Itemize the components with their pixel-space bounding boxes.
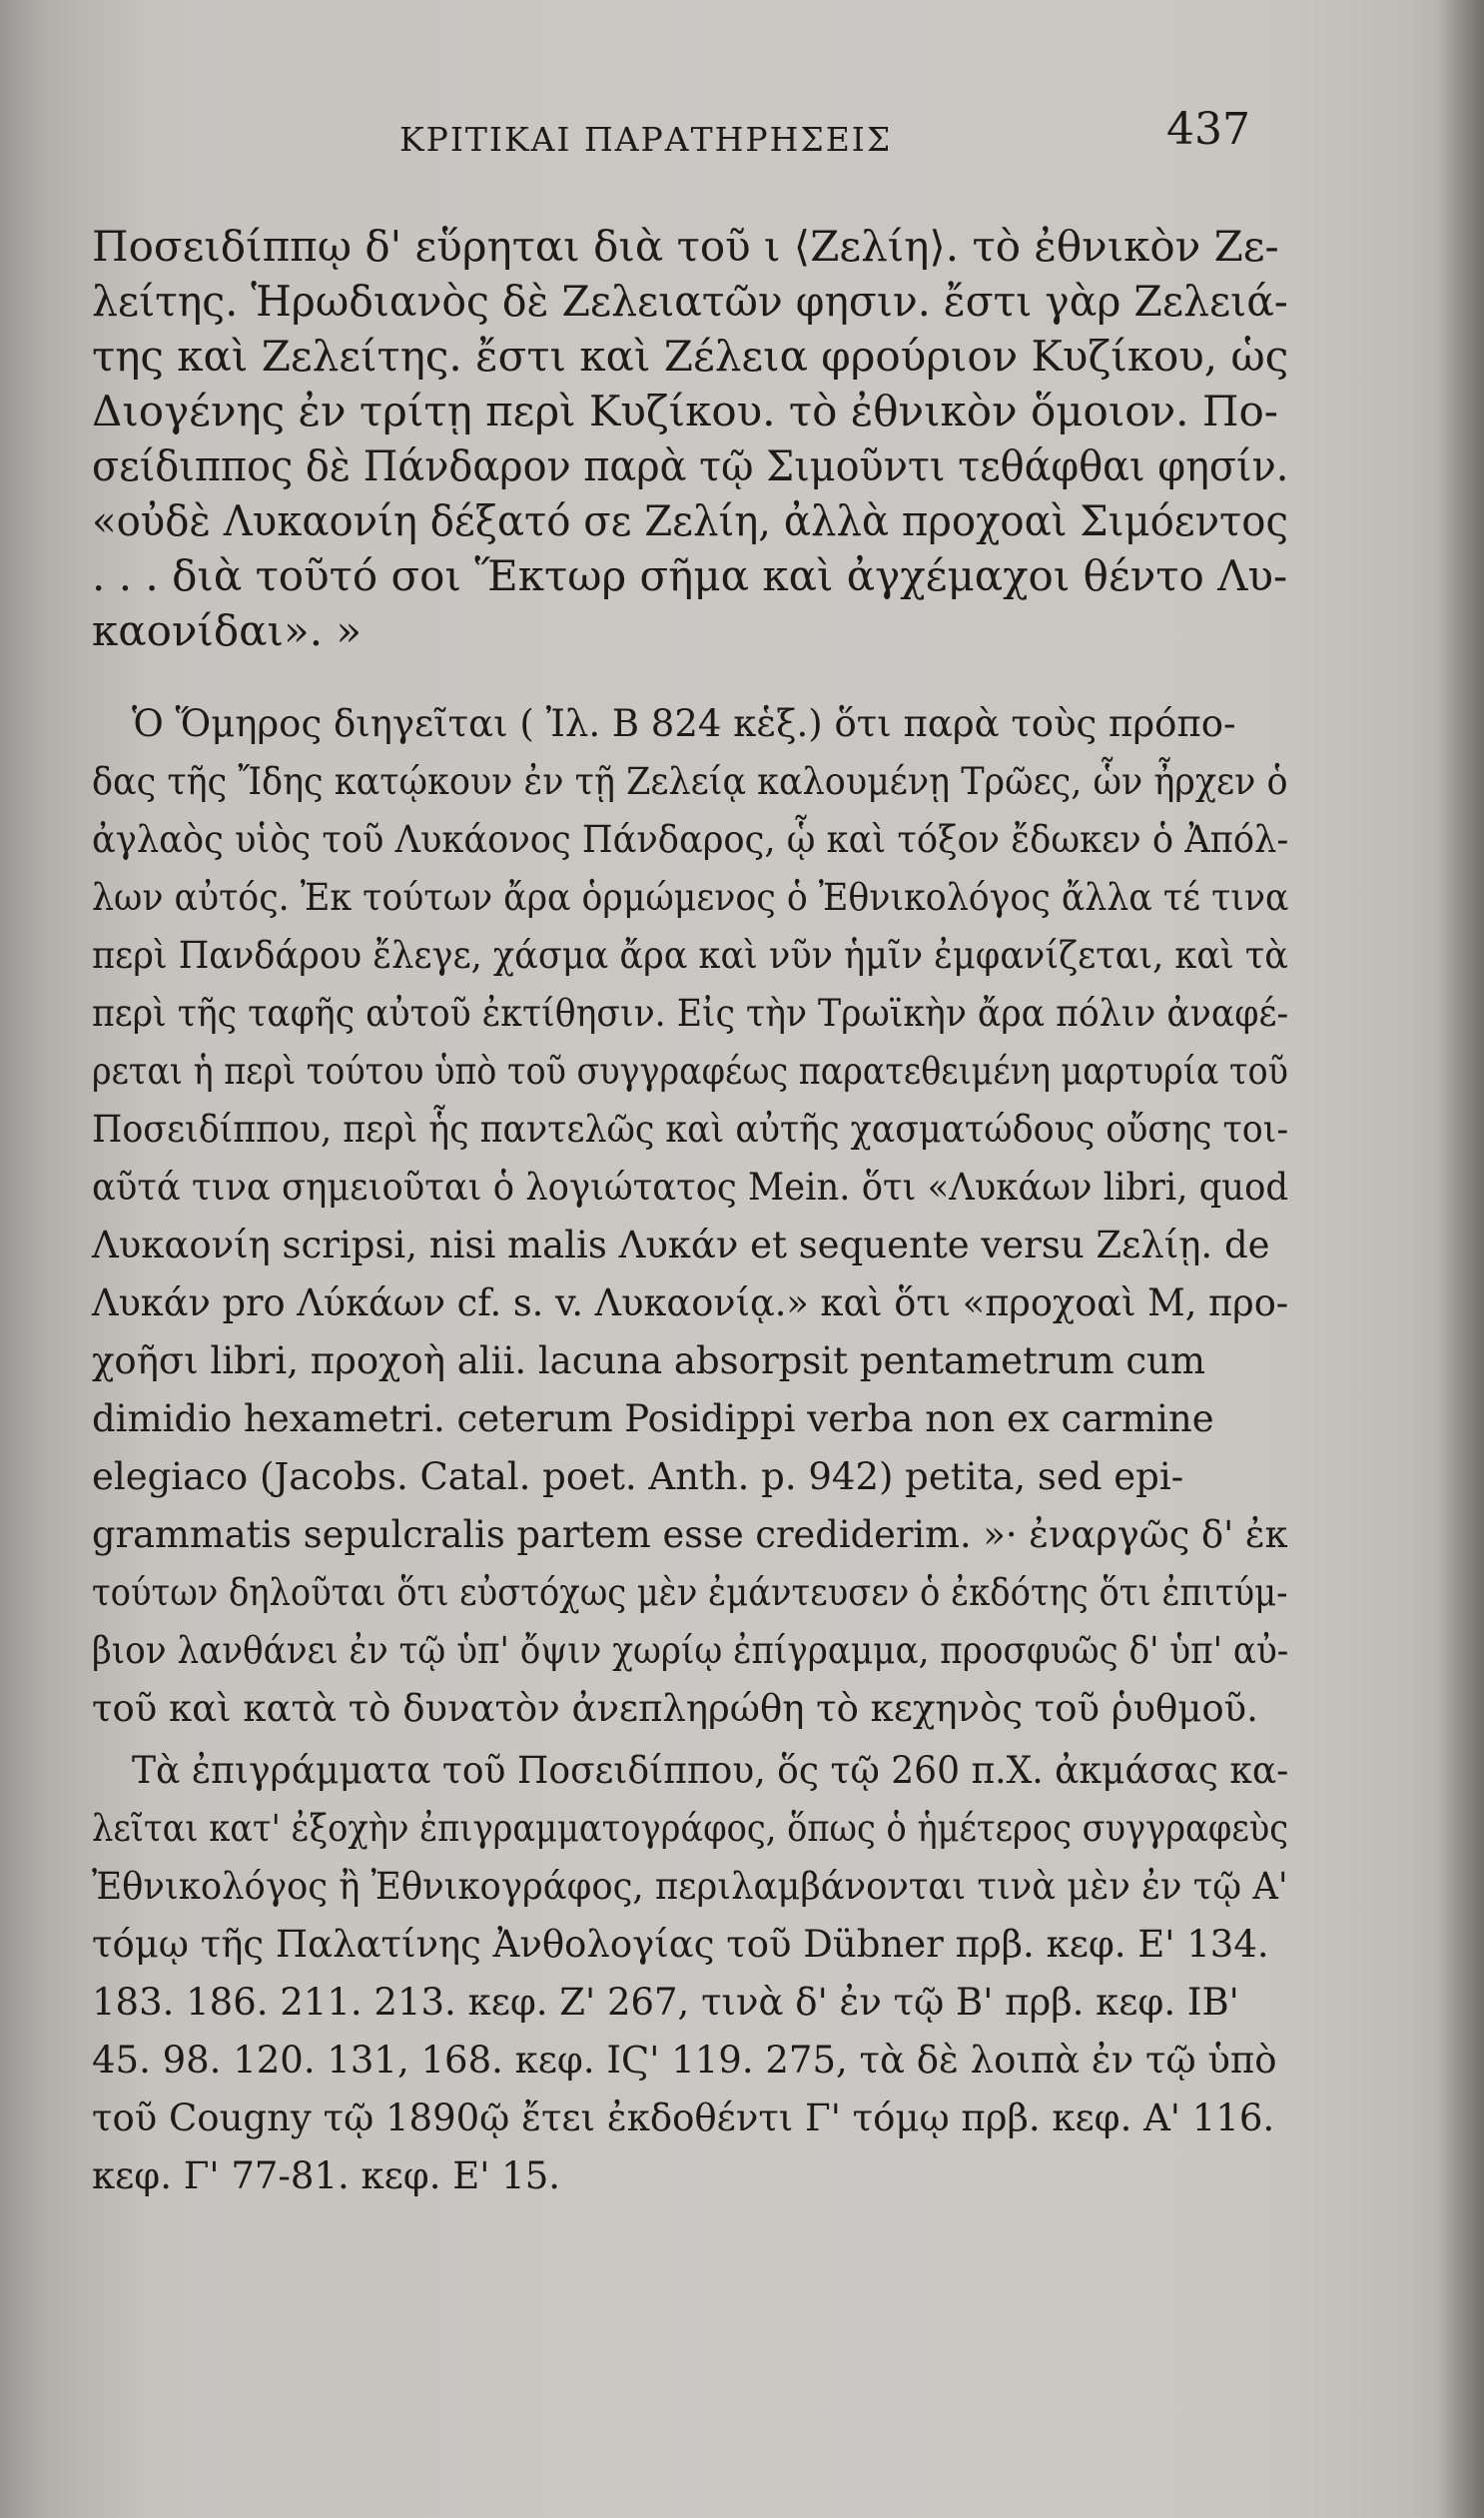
text-line: 45. 98. 120. 131, 168. κεφ. ΙϚ' 119. 275, τὰ δὲ λοιπὰ ἐν τῷ ὑπὸ: [92, 2039, 1277, 2082]
page-number: 437: [1166, 104, 1250, 155]
text-line: Λυκάν pro Λύκάων cf. s. v. Λυκαονίᾳ.» καὶ ὅτι «προχοαὶ M, προ-: [92, 1281, 1289, 1324]
text-line: περὶ Πανδάρου ἔλεγε, χάσμα ἄρα καὶ νῦν ἡμῖν ἐμφανίζεται, καὶ τὰ: [92, 934, 1288, 977]
text-line: Λυκαονίη scripsi, nisi malis Λυκάν et sequente versu Ζελίῃ. de: [92, 1224, 1270, 1266]
text-line: «οὐδὲ Λυκαονίη δέξατό σε Ζελίη, ἀλλὰ προχοαὶ Σιμόεντος: [92, 496, 1288, 545]
text-line: Ποσειδίππῳ δ' εὕρηται διὰ τοῦ ι ⟨Ζελίη⟩. τὸ ἐθνικὸν Ζε-: [92, 222, 1279, 271]
text-line: Διογένης ἐν τρίτῃ περὶ Κυζίκου. τὸ ἐθνικὸν ὅμοιον. Πο-: [92, 387, 1278, 435]
text-line: κεφ. Γ' 77-81. κεφ. Ε' 15.: [92, 2154, 561, 2197]
text-line: Ὁ Ὅμηρος διηγεῖται ( Ἰλ. Β 824 κἑξ.) ὅτι παρὰ τοὺς πρόπο-: [132, 702, 1236, 745]
text-line: elegiaco (Jacobs. Catal. poet. Anth. p. 942) petita, sed epi-: [92, 1455, 1184, 1498]
text-line: Τὰ ἐπιγράμματα τοῦ Ποσειδίππου, ὅς τῷ 260 π.Χ. ἀκμάσας κα-: [132, 1749, 1289, 1792]
text-line: dimidio hexametri. ceterum Posidippi verba non ex carmine: [92, 1397, 1214, 1440]
text-line: αῦτά τινα σημειοῦται ὁ λογιώτατος Mein. ὅτι «Λυκάων libri, quod: [92, 1166, 1288, 1209]
text-line: δας τῆς Ἴδης κατῴκουν ἐν τῇ Ζελείᾳ καλουμένῃ Τρῶες, ὧν ἦρχεν ὁ: [92, 760, 1288, 803]
text-line: τούτων δηλοῦται ὅτι εὐστόχως μὲν ἐμάντευσεν ὁ ἐκδότης ὅτι ἐπιτύμ-: [92, 1571, 1288, 1614]
text-line: Ποσειδίππου, περὶ ἧς παντελῶς καὶ αὐτῆς χασματώδους οὔσης τοι-: [92, 1108, 1289, 1151]
text-line: καονίδαι». »: [92, 606, 363, 655]
text-line: της καὶ Ζελείτης. ἔστι καὶ Ζέλεια φρούριον Κυζίκου, ὡς: [92, 332, 1289, 381]
text-line: σείδιππος δὲ Πάνδαρον παρὰ τῷ Σιμοῦντι τεθάφθαι φησίν.: [92, 441, 1289, 490]
text-line: ρεται ἡ περὶ τούτου ὑπὸ τοῦ συγγραφέως παρατεθειμένη μαρτυρία τοῦ: [92, 1050, 1288, 1093]
text-line: ἀγλαὸς υἱὸς τοῦ Λυκάονος Πάνδαρος, ᾧ καὶ τόξον ἔδωκεν ὁ Ἀπόλ-: [92, 818, 1289, 861]
text-line: λεῖται κατ' ἐξοχὴν ἐπιγραμματογράφος, ὅπως ὁ ἡμέτερος συγγραφεὺς: [92, 1807, 1289, 1850]
text-line: λείτης. Ἡρωδιανὸς δὲ Ζελειατῶν φησιν. ἔστι γὰρ Ζελειά-: [92, 277, 1288, 326]
text-line: βιον λανθάνει ἐν τῷ ὑπ' ὄψιν χωρίῳ ἐπίγραμμα, προσφυῶς δ' ὑπ' αὐ-: [92, 1629, 1289, 1672]
text-line: περὶ τῆς ταφῆς αὐτοῦ ἐκτίθησιν. Εἰς τὴν Τρωϊκὴν ἄρα πόλιν ἀναφέ-: [92, 992, 1289, 1035]
text-line: grammatis sepulcralis partem esse crediderim. »· ἐναργῶς δ' ἐκ: [92, 1513, 1288, 1556]
page-edge-shadow: [1438, 0, 1484, 2518]
text-line: χοῆσι libri, προχοὴ alii. lacuna absorpsit pentametrum cum: [92, 1339, 1205, 1382]
text-line: . . . διὰ τοῦτό σοι Ἕκτωρ σῆμα καὶ ἀγχέμαχοι θέντο Λυ-: [92, 551, 1288, 600]
text-line: Ἐθνικολόγος ἢ Ἐθνικογράφος, περιλαμβάνονται τινὰ μὲν ἐν τῷ Α': [92, 1865, 1288, 1908]
text-line: τοῦ Cougny τῷ 1890ῷ ἔτει ἐκδοθέντι Γ' τόμῳ πρβ. κεφ. Α' 116.: [92, 2097, 1275, 2139]
text-line: τόμῳ τῆς Παλατίνης Ἀνθολογίας τοῦ Dübner πρβ. κεφ. Ε' 134.: [92, 1923, 1269, 1966]
running-header: ΚΡΙΤΙΚΑΙ ΠΑΡΑΤΗΡΗΣΕΙΣ: [399, 120, 893, 159]
text-line: 183. 186. 211. 213. κεφ. Ζ' 267, τινὰ δ' ἐν τῷ Β' πρβ. κεφ. ΙΒ': [92, 1981, 1239, 2024]
text-line: τοῦ καὶ κατὰ τὸ δυνατὸν ἀνεπληρώθη τὸ κεχηνὸς τοῦ ῥυθμοῦ.: [92, 1687, 1258, 1730]
text-line: λων αὐτός. Ἐκ τούτων ἄρα ὁρμώμενος ὁ Ἐθνικολόγος ἄλλα τέ τινα: [92, 876, 1289, 919]
